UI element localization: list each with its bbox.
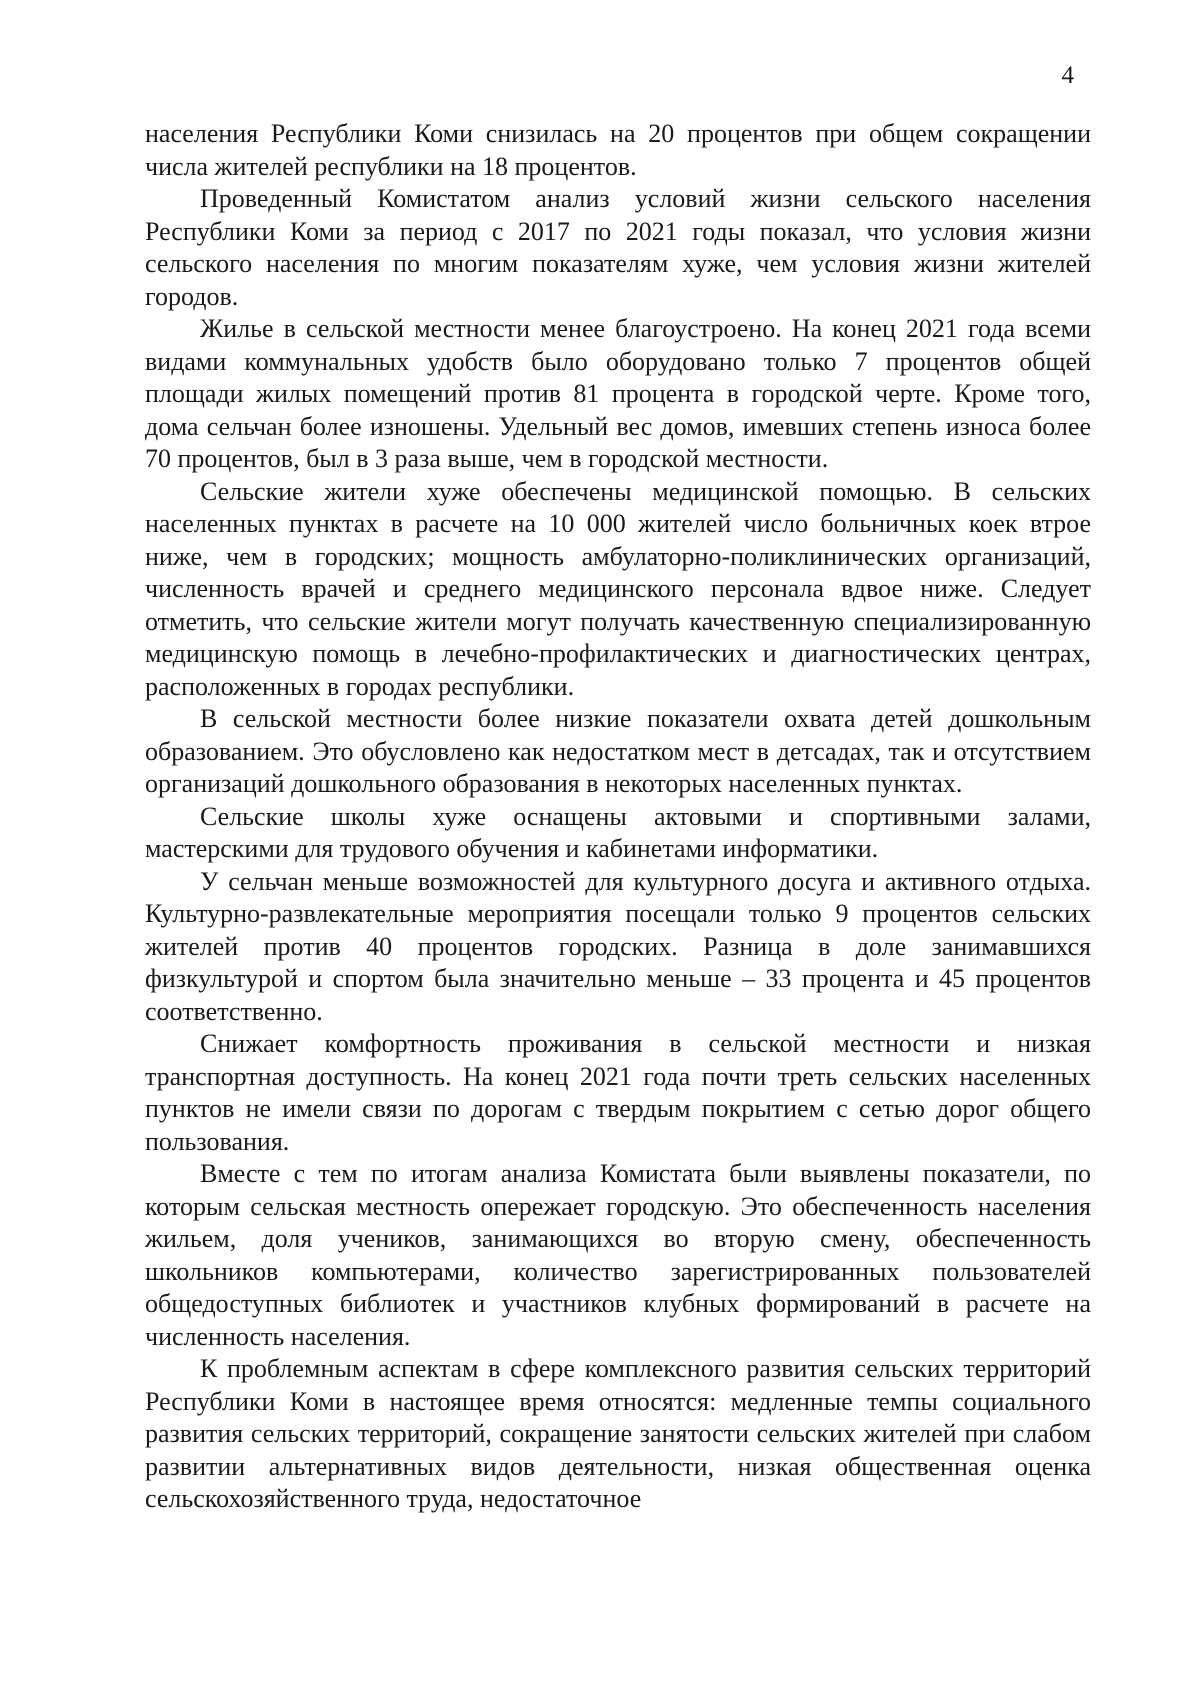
page-number: 4 xyxy=(1061,62,1074,89)
paragraph-continuation: населения Республики Коми снизилась на 20 процентов при общем сокращении числа жителей республики на 18 процентов. xyxy=(145,119,1091,181)
paragraph-advantages: Вместе с тем по итогам анализа Комистата были выявлены показатели, по которым сельская местность опережает городскую. Это обеспеченность населения жильем, доля учеников, занимающихся во вторую смену, обеспеченность школьников компьютерами, количество зарегистрированных пользователей общедоступных библиотек и участников клубных формирований в расчете на численность населения. xyxy=(145,1159,1091,1351)
paragraph-transport: Снижает комфортность проживания в сельской местности и низкая транспортная доступность. На конец 2021 года почти треть сельских населенных пунктов не имели связи по дорогам с твердым покрытием с сетью дорог общего пользования. xyxy=(145,1029,1091,1156)
paragraph-komistat-analysis: Проведенный Комистатом анализ условий жизни сельского населения Республики Коми за период с 2017 по 2021 годы показал, что условия жизни сельского населения по многим показателям хуже, чем условия жизни жителей городов. xyxy=(145,184,1091,311)
paragraph-schools: Сельские школы хуже оснащены актовыми и спортивными залами, мастерскими для трудового обучения и кабинетами информатики. xyxy=(145,801,1091,863)
paragraph-problems: К проблемным аспектам в сфере комплексного развития сельских территорий Республики Коми в настоящее время относятся: медленные темпы социального развития сельских территорий, сокращение занятости сельских жителей при слабом развитии альтернативных видов деятельности, низкая общественная оценка сельскохозяйственного труда, недостаточное xyxy=(145,1354,1091,1513)
paragraph-medical-care: Сельские жители хуже обеспечены медицинской помощью. В сельских населенных пунктах в расчете на 10 000 жителей число больничных коек втрое ниже, чем в городских; мощность амбулаторно-поликлинических организаций, численность врачей и среднего медицинского персонала вдвое ниже. Следует отметить, что сельские жители могут получать качественную специализированную медицинскую помощь в лечебно-профилактических и диагностических центрах, расположенных в городах республики. xyxy=(145,476,1091,701)
paragraph-housing: Жилье в сельской местности менее благоустроено. На конец 2021 года всеми видами коммунальных удобств было оборудовано только 7 процентов общей площади жилых помещений против 81 процента в городской черте. Кроме того, дома сельчан более изношены. Удельный вес домов, имевших степень износа более 70 процентов, был в 3 раза выше, чем в городской местности. xyxy=(145,314,1091,473)
paragraph-leisure: У сельчан меньше возможностей для культурного досуга и активного отдыха. Культурно-развлекательные мероприятия посещали только 9 процентов сельских жителей против 40 процентов городских. Разница в доле занимавшихся физкультурой и спортом была значительно меньше – 33 процента и 45 процентов соответственно. xyxy=(145,866,1091,1026)
paragraph-preschool-education: В сельской местности более низкие показатели охвата детей дошкольным образованием. Это обусловлено как недостатком мест в детсадах, так и отсутствием организаций дошкольного образования в некоторых населенных пунктах. xyxy=(145,704,1091,798)
document-body xyxy=(145,118,1091,1516)
